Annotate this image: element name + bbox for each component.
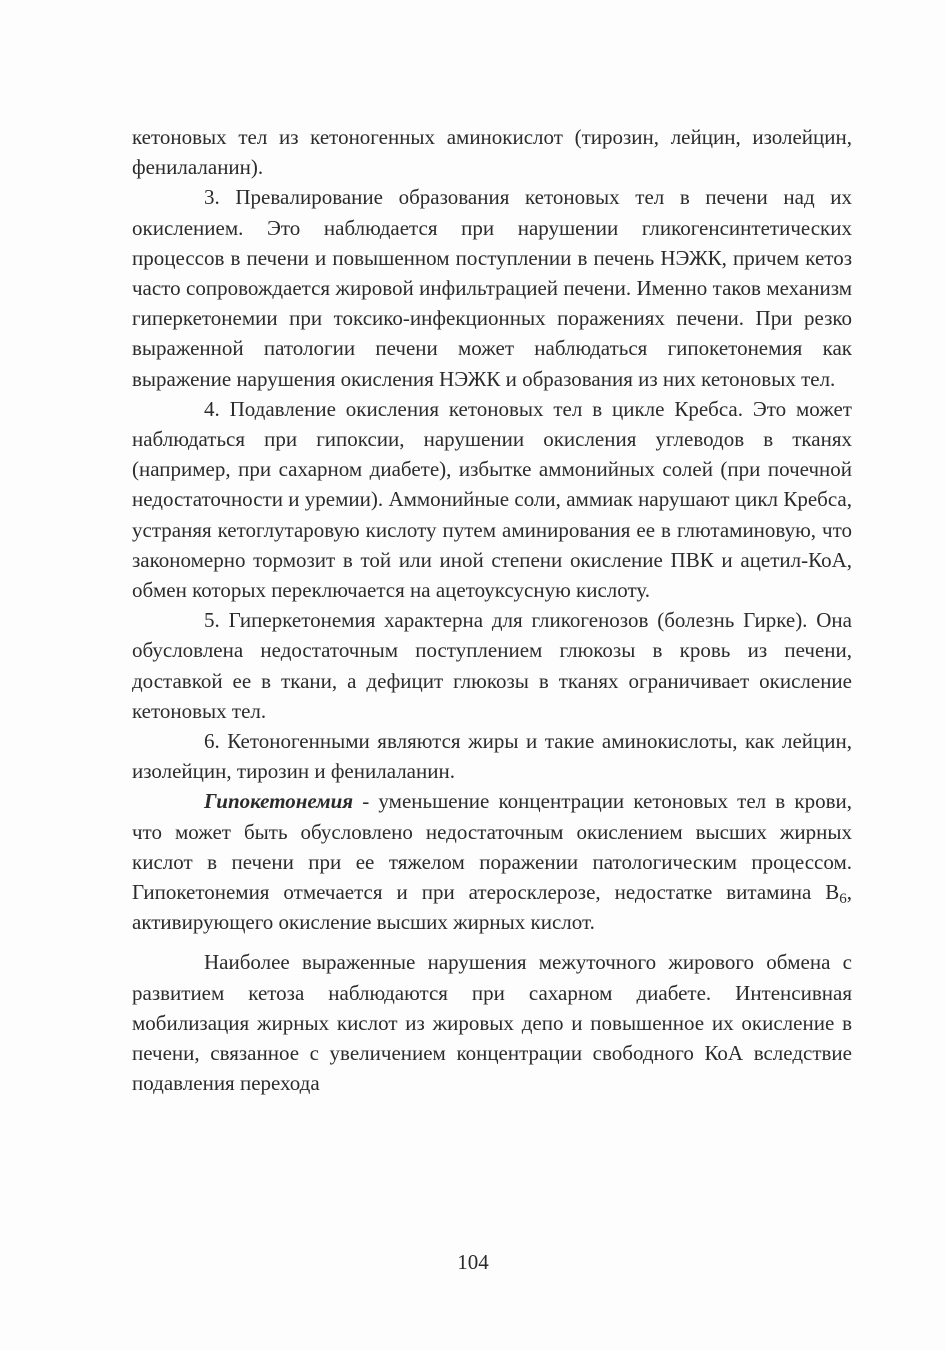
paragraph-item-5: 5. Гиперкетонемия характерна для гликогенозов (болезнь Гирке). Она обусловлена недостаточным поступлением глюкозы в кровь из печени, доставкой ее в ткани, а дефицит глюкозы в тканях ограничивает окисление кетоновых тел. [132,608,852,723]
paragraph-item-4: 4. Подавление окисления кетоновых тел в цикле Кребса. Это может наблюдаться при гипоксии, нарушении окисления углеводов в тканях (например, при сахарном диабете), избытке аммонийных солей (при почечной недостаточности и уремии). Аммонийные соли, аммиак нарушают цикл Кребса, устраняя кетоглутаровую кислоту путем аминирования ее в глютаминовую, что закономерно тормозит в той или иной степени окисление ПВК и ацетил-КоА, обмен которых переключается на ацетоуксусную кислоту. [132,396,852,603]
paragraph-hypoketonemia [132,786,852,937]
paragraph-item-3: 3. Превалирование образования кетоновых тел в печени над их окислением. Это наблюдается при нарушении гликогенсинтетических процессов в печени и повышенном поступлении в печень НЭЖК, причем кетоз часто сопровождается жировой инфильтрацией печени. Именно таков механизм гиперкетонемии при токсико-инфекционных поражениях печени. При резко выраженной патологии печени может наблюдаться гипокетонемия как выражение нарушения окисления НЭЖК и образования из них кетоновых тел. [132,185,852,391]
hypoketonemia-text-part1: - уменьшение концентрации кетоновых тел в крови, что может быть обусловлено недостаточным окислением высших жирных кислот в печени при ее тяжелом поражении патологическим процессом. Гипокетонемия отмечается и при атеросклерозе, недостатке витамина В [132,789,852,905]
term-hypoketonemia: Гипокетонемия [204,789,354,814]
hypoketonemia-text-part2: , активирующего окисление высших жирных кислот. [132,880,852,935]
paragraph-continuation: кетоновых тел из кетоногенных аминокислот (тирозин, лейцин, изолейцин, фенилаланин). [132,125,852,180]
vitamin-subscript: 6 [839,891,847,908]
body-text [132,122,852,1099]
paragraph-item-6: 6. Кетоногенными являются жиры и такие аминокислоты, как лейцин, изолейцин, тирозин и фенилаланин. [132,729,852,784]
page-number: 104 [457,1250,489,1274]
paragraph-diabetes: Наиболее выраженные нарушения межуточного жирового обмена с развитием кетоза наблюдаются при сахарном диабете. Интенсивная мобилизация жирных кислот из жировых депо и повышенное их окисление в печени, связанное с увеличением концентрации свободного КоА вследствие подавления перехода [132,950,852,1096]
